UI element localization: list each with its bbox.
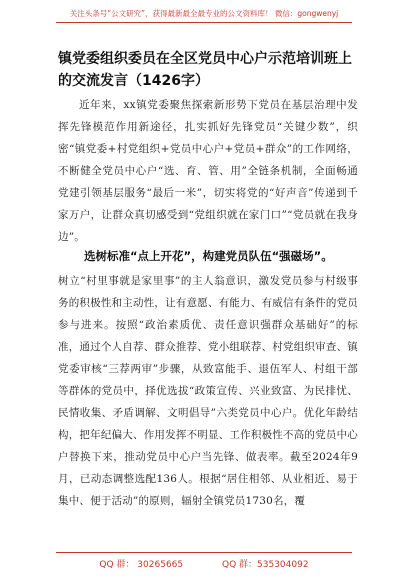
paragraph-2: 树立“村里事就是家里事”的主人翁意识，激发党员参与村级事务的积极性和主动性，让有意愿、有能力、有威信有条件的党员参与进来。按照“政治素质优、责任意识强群众基础好”的标准，通过个人自荐、群众推荐、党小组联荐、村党组织审查、镇党委审核“三荐两审”步骤，从致富能手、退伍军人、村组干部等群体的党员中，择优选拔“政策宣传、兴业致富、为民排忧、民情收集、矛盾调解、文明倡导”六类党员中心户。优化年龄结构，把年纪偏大、作用发挥不明显、工作积极性不高的党员中心户替换下来，推动党员中心户当先锋、做表率。截至2024年9月，已动态调整选配136人。根据“居住相邻、从业相近、易于集中、便于活动”的原则，辐射全镇党员1730名，覆 <box>58 275 358 507</box>
footer-divider <box>56 552 352 553</box>
header-divider <box>56 22 352 23</box>
footer-qq-group-2: QQ 群：535304092 <box>222 560 309 570</box>
footer-qq-group-1: QQ 群： 30265665 <box>99 560 184 570</box>
document-title: 镇党委组织委员在全区党员中心户示范培训班上的交流发言（1426字） <box>58 51 352 89</box>
header-banner: 关注头条号“公文研究”，获得最新最全最专业的公文资料库！ 微信：gongwenyj <box>69 9 339 18</box>
footer <box>0 557 408 570</box>
section-heading-1: 选树标准“点上开花”，构建党员队伍“强磁场”。 <box>84 249 333 263</box>
paragraph-1: 近年来，xx镇党委聚焦探索新形势下党员在基层治理中发挥先锋模范作用新途径，扎实抓好先锋党员“关键少数”，织密“镇党委+村党组织+党员中心户+党员+群众”的工作网络，不断健全党员中心户“选、育、管、用”全链条机制，全面畅通党建引领基层服务“最后一米”，切实将党的“好声音”传递到千家万户，让群众真切感受到“党组织就在家门口”“党员就在我身边”。 <box>58 99 358 243</box>
